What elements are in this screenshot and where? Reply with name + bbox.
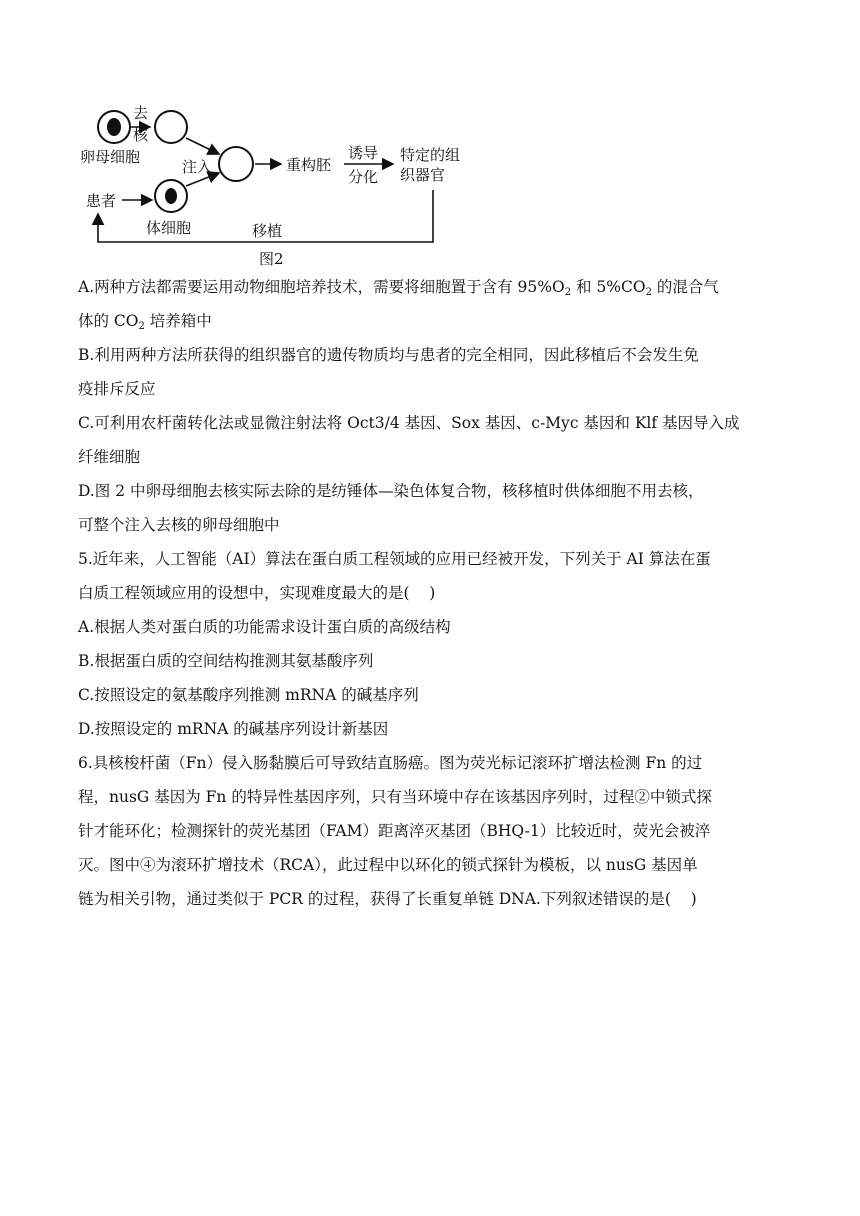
organ-label-2: 织器官 [400, 166, 446, 184]
q6-line-3: 针才能环化；检测探针的荧光基团（FAM）距离淬灭基团（BHQ-1）比较近时，荧光会被淬 [78, 822, 711, 840]
somatic-cell-label: 体细胞 [146, 219, 192, 237]
inject-label: 注入 [182, 158, 213, 176]
q4-option-c-line-2: 纤维细胞 [78, 448, 141, 466]
q4-option-c-line-1: C.可利用农杆菌转化法或显微注射法将 Oct3/4 基因、Sox 基因、c-Myc 基因和 Klf 基因导入成 [78, 414, 740, 432]
patient-label: 患者 [86, 192, 117, 210]
q5-stem-line-2: 白质工程领域应用的设想中，实现难度最大的是( ) [78, 584, 436, 602]
enucleated-egg-cell [155, 111, 187, 143]
question-6 [78, 746, 788, 916]
induce-label-2: 分化 [348, 168, 379, 186]
nuclear-transfer-diagram [76, 96, 496, 271]
somatic-cell [155, 180, 187, 212]
q4-option-a-line-1: A.两种方法都需要运用动物细胞培养技术，需要将细胞置于含有 $95\%O_2$ 和 $5\%CO_2$ 的混合气 [78, 278, 719, 298]
egg-cell-label: 卵母细胞 [80, 148, 141, 166]
q4-option-b-line-1: B.利用两种方法所获得的组织器官的遗传物质均与患者的完全相同，因此移植后不会发生免 [78, 346, 699, 364]
q4-option-d-line-1: D.图 2 中卵母细胞去核实际去除的是纺锤体—染色体复合物，核移植时供体细胞不用去核， [78, 482, 704, 500]
q4-option-a-line-2: 体的 $CO_2$ 培养箱中 [78, 312, 212, 332]
q4-option-d-line-2: 可整个注入去核的卵母细胞中 [78, 516, 280, 534]
reconstructed-embryo-label: 重构胚 [286, 156, 332, 174]
egg-to-fusion-arrow [186, 138, 219, 154]
q4-option-b-line-2: 疫排斥反应 [78, 380, 156, 398]
q5-option-d: D.按照设定的 mRNA 的碱基序列设计新基因 [78, 720, 389, 738]
q5-option-c: C.按照设定的氨基酸序列推测 mRNA 的碱基序列 [78, 686, 419, 704]
egg-cell [98, 111, 130, 143]
transplant-label: 移植 [252, 222, 283, 240]
q5-stem-line-1: 5.近年来，人工智能（AI）算法在蛋白质工程领域的应用已经被开发，下列关于 AI 算法在蛋 [78, 550, 711, 568]
figure-caption: 图2 [259, 250, 284, 268]
q6-line-1: 6.具核梭杆菌（Fn）侵入肠黏膜后可导致结直肠癌。图为荧光标记滚环扩增法检测 Fn 的过 [78, 754, 703, 772]
enucleate-label-2: 核 [133, 126, 149, 144]
induce-label-1: 诱导 [348, 144, 379, 162]
q6-line-4: 灭。图中④为滚环扩增技术（RCA），此过程中以环化的锁式探针为模板，以 nusG 基因单 [78, 856, 698, 874]
enucleate-label-1: 去 [133, 104, 149, 122]
question-4-options [78, 270, 788, 542]
question-5 [78, 542, 788, 746]
q6-line-2: 程，nusG 基因为 Fn 的特异性基因序列，只有当环境中存在该基因序列时，过程②中锁式探 [78, 788, 712, 806]
q5-option-b: B.根据蛋白质的空间结构推测其氨基酸序列 [78, 652, 374, 670]
organ-label-1: 特定的组 [400, 146, 461, 164]
q5-option-a: A.根据人类对蛋白质的功能需求设计蛋白质的高级结构 [78, 618, 451, 636]
reconstructed-cell [219, 147, 253, 181]
q6-line-5: 链为相关引物，通过类似于 PCR 的过程，获得了长重复单链 DNA.下列叙述错误的是( ) [78, 890, 697, 908]
